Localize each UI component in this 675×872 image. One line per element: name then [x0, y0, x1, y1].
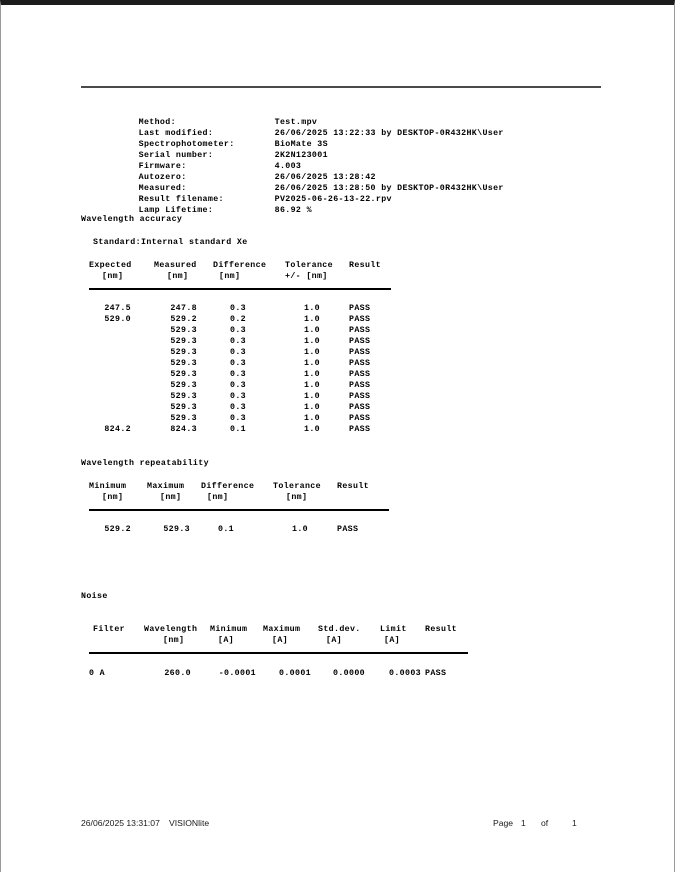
- wa-cell-tolerance: 1.0: [304, 315, 320, 324]
- wr-header-minimum: Minimum: [89, 482, 127, 491]
- metadata-label: Result filename:: [138, 195, 224, 204]
- wa-cell-result: PASS: [349, 359, 371, 368]
- noise-cell-wavelength: 260.0: [164, 669, 191, 678]
- noise-header-rule: [89, 652, 468, 654]
- wa-cell-difference: 0.3: [230, 414, 246, 423]
- wa-cell-result: PASS: [349, 381, 371, 390]
- header-divider-rule: [81, 86, 601, 88]
- wa-cell-difference: 0.3: [230, 326, 246, 335]
- wavelength-accuracy-header-rule: [89, 288, 391, 290]
- wa-cell-measured: 529.3: [170, 359, 197, 368]
- wa-cell-difference: 0.3: [230, 381, 246, 390]
- wr-cell-minimum: 529.2: [104, 525, 131, 534]
- noise-title: Noise: [81, 592, 108, 601]
- noise-unit-minimum: [A]: [218, 636, 234, 645]
- noise-cell-minimum: -0.0001: [218, 669, 256, 678]
- wr-unit-maximum: [nm]: [160, 493, 182, 502]
- noise-header-limit: Limit: [380, 625, 407, 634]
- footer-timestamp: 26/06/2025 13:31:07: [81, 818, 160, 828]
- wa-cell-measured: 529.3: [170, 392, 197, 401]
- wa-cell-result: PASS: [349, 304, 371, 313]
- wa-cell-tolerance: 1.0: [304, 337, 320, 346]
- noise-cell-stddev: 0.0000: [333, 669, 365, 678]
- wa-cell-tolerance: 1.0: [304, 403, 320, 412]
- footer-page-total: 1: [572, 818, 577, 828]
- standard-value: Internal standard Xe: [141, 238, 248, 247]
- wa-unit-difference: [nm]: [219, 272, 241, 281]
- wa-cell-measured: 247.8: [170, 304, 197, 313]
- noise-unit-maximum: [A]: [272, 636, 288, 645]
- metadata-label: Method:: [138, 118, 176, 127]
- wa-cell-tolerance: 1.0: [304, 359, 320, 368]
- wa-cell-result: PASS: [349, 337, 371, 346]
- wa-cell-measured: 824.3: [170, 425, 197, 434]
- metadata-value: 26/06/2025 13:28:42: [274, 173, 376, 182]
- wr-unit-tolerance: [nm]: [286, 493, 308, 502]
- wa-cell-result: PASS: [349, 403, 371, 412]
- wr-header-maximum: Maximum: [147, 482, 185, 491]
- noise-unit-stddev: [A]: [326, 636, 342, 645]
- noise-cell-limit: 0.0003: [389, 669, 421, 678]
- wavelength-repeatability-header-rule: [89, 509, 389, 511]
- wa-cell-result: PASS: [349, 370, 371, 379]
- wa-header-expected: Expected: [89, 261, 132, 270]
- footer-page-label: Page: [493, 818, 514, 828]
- noise-header-wavelength: Wavelength: [144, 625, 198, 634]
- metadata-value: 26/06/2025 13:22:33 by DESKTOP-0R432HK\User: [274, 129, 504, 138]
- wa-cell-tolerance: 1.0: [304, 326, 320, 335]
- wa-unit-expected: [nm]: [102, 272, 124, 281]
- footer-of-label: of: [541, 818, 549, 828]
- standard-label: Standard:: [93, 238, 141, 247]
- wa-header-difference: Difference: [213, 261, 267, 270]
- footer-application: VISIONlite: [169, 818, 210, 828]
- metadata-label: Lamp Lifetime:: [138, 206, 214, 215]
- metadata-row: [81, 181, 312, 235]
- noise-header-result: Result: [425, 625, 457, 634]
- wa-cell-measured: 529.3: [170, 348, 197, 357]
- metadata-label: Firmware:: [138, 162, 187, 171]
- metadata-value: 2K2N123001: [274, 151, 328, 160]
- wa-header-result: Result: [349, 261, 381, 270]
- wa-header-tolerance: Tolerance: [285, 261, 333, 270]
- noise-header-stddev: Std.dev.: [318, 625, 361, 634]
- wr-header-tolerance: Tolerance: [273, 482, 321, 491]
- wa-cell-difference: 0.3: [230, 359, 246, 368]
- metadata-value: 4.003: [274, 162, 302, 171]
- wa-unit-measured: [nm]: [167, 272, 189, 281]
- wa-cell-measured: 529.3: [170, 414, 197, 423]
- wa-cell-expected: 247.5: [104, 304, 131, 313]
- wa-cell-difference: 0.3: [230, 370, 246, 379]
- wr-header-result: Result: [337, 482, 369, 491]
- metadata-value: BioMate 3S: [274, 140, 328, 149]
- wa-cell-difference: 0.3: [230, 392, 246, 401]
- noise-unit-wavelength: [nm]: [163, 636, 185, 645]
- wr-unit-difference: [nm]: [207, 493, 229, 502]
- wa-cell-result: PASS: [349, 414, 371, 423]
- wr-unit-minimum: [nm]: [102, 493, 124, 502]
- noise-cell-result: PASS: [425, 669, 447, 678]
- noise-cell-maximum: 0.0001: [279, 669, 311, 678]
- metadata-label: Last modified:: [138, 129, 214, 138]
- wa-unit-tolerance: +/- [nm]: [285, 272, 328, 281]
- wavelength-repeatability-title: Wavelength repeatability: [81, 459, 209, 468]
- wa-cell-result: PASS: [349, 392, 371, 401]
- wr-cell-result: PASS: [337, 525, 359, 534]
- wr-cell-difference: 0.1: [218, 525, 234, 534]
- wa-cell-difference: 0.3: [230, 403, 246, 412]
- wa-cell-expected: 529.0: [104, 315, 131, 324]
- wa-cell-tolerance: 1.0: [304, 414, 320, 423]
- metadata-label: Serial number:: [138, 151, 214, 160]
- wa-cell-measured: 529.3: [170, 337, 197, 346]
- wa-cell-tolerance: 1.0: [304, 381, 320, 390]
- metadata-label: Measured:: [138, 184, 187, 193]
- wa-cell-measured: 529.3: [170, 403, 197, 412]
- noise-header-minimum: Minimum: [210, 625, 248, 634]
- noise-cell-filter: 0 A: [89, 669, 105, 678]
- noise-header-filter: Filter: [93, 625, 125, 634]
- wa-cell-tolerance: 1.0: [304, 348, 320, 357]
- wa-cell-difference: 0.3: [230, 337, 246, 346]
- wa-cell-measured: 529.3: [170, 326, 197, 335]
- wa-cell-tolerance: 1.0: [304, 425, 320, 434]
- metadata-value: 26/06/2025 13:28:50 by DESKTOP-0R432HK\User: [274, 184, 504, 193]
- metadata-label: Spectrophotometer:: [138, 140, 235, 149]
- wr-header-difference: Difference: [201, 482, 255, 491]
- footer-page-number: 1: [521, 818, 526, 828]
- wa-cell-result: PASS: [349, 315, 371, 324]
- wavelength-accuracy-title: Wavelength accuracy: [81, 215, 183, 224]
- noise-unit-limit: [A]: [384, 636, 400, 645]
- noise-header-maximum: Maximum: [263, 625, 301, 634]
- wa-cell-result: PASS: [349, 425, 371, 434]
- wa-cell-measured: 529.2: [170, 315, 197, 324]
- wa-cell-measured: 529.3: [170, 370, 197, 379]
- wr-cell-tolerance: 1.0: [292, 525, 308, 534]
- wa-cell-difference: 0.3: [230, 304, 246, 313]
- wa-cell-measured: 529.3: [170, 381, 197, 390]
- metadata-label: Autozero:: [138, 173, 187, 182]
- wr-cell-maximum: 529.3: [163, 525, 190, 534]
- wa-cell-tolerance: 1.0: [304, 392, 320, 401]
- wa-cell-difference: 0.3: [230, 348, 246, 357]
- wa-cell-tolerance: 1.0: [304, 304, 320, 313]
- wa-cell-difference: 0.2: [230, 315, 246, 324]
- wa-cell-result: PASS: [349, 348, 371, 357]
- metadata-value: PV2025-06-26-13-22.rpv: [274, 195, 392, 204]
- metadata-value: Test.mpv: [274, 118, 318, 127]
- wa-header-measured: Measured: [154, 261, 197, 270]
- metadata-value: 86.92 %: [274, 206, 312, 215]
- wa-cell-expected: 824.2: [104, 425, 131, 434]
- wa-cell-result: PASS: [349, 326, 371, 335]
- wa-cell-tolerance: 1.0: [304, 370, 320, 379]
- wa-cell-difference: 0.1: [230, 425, 246, 434]
